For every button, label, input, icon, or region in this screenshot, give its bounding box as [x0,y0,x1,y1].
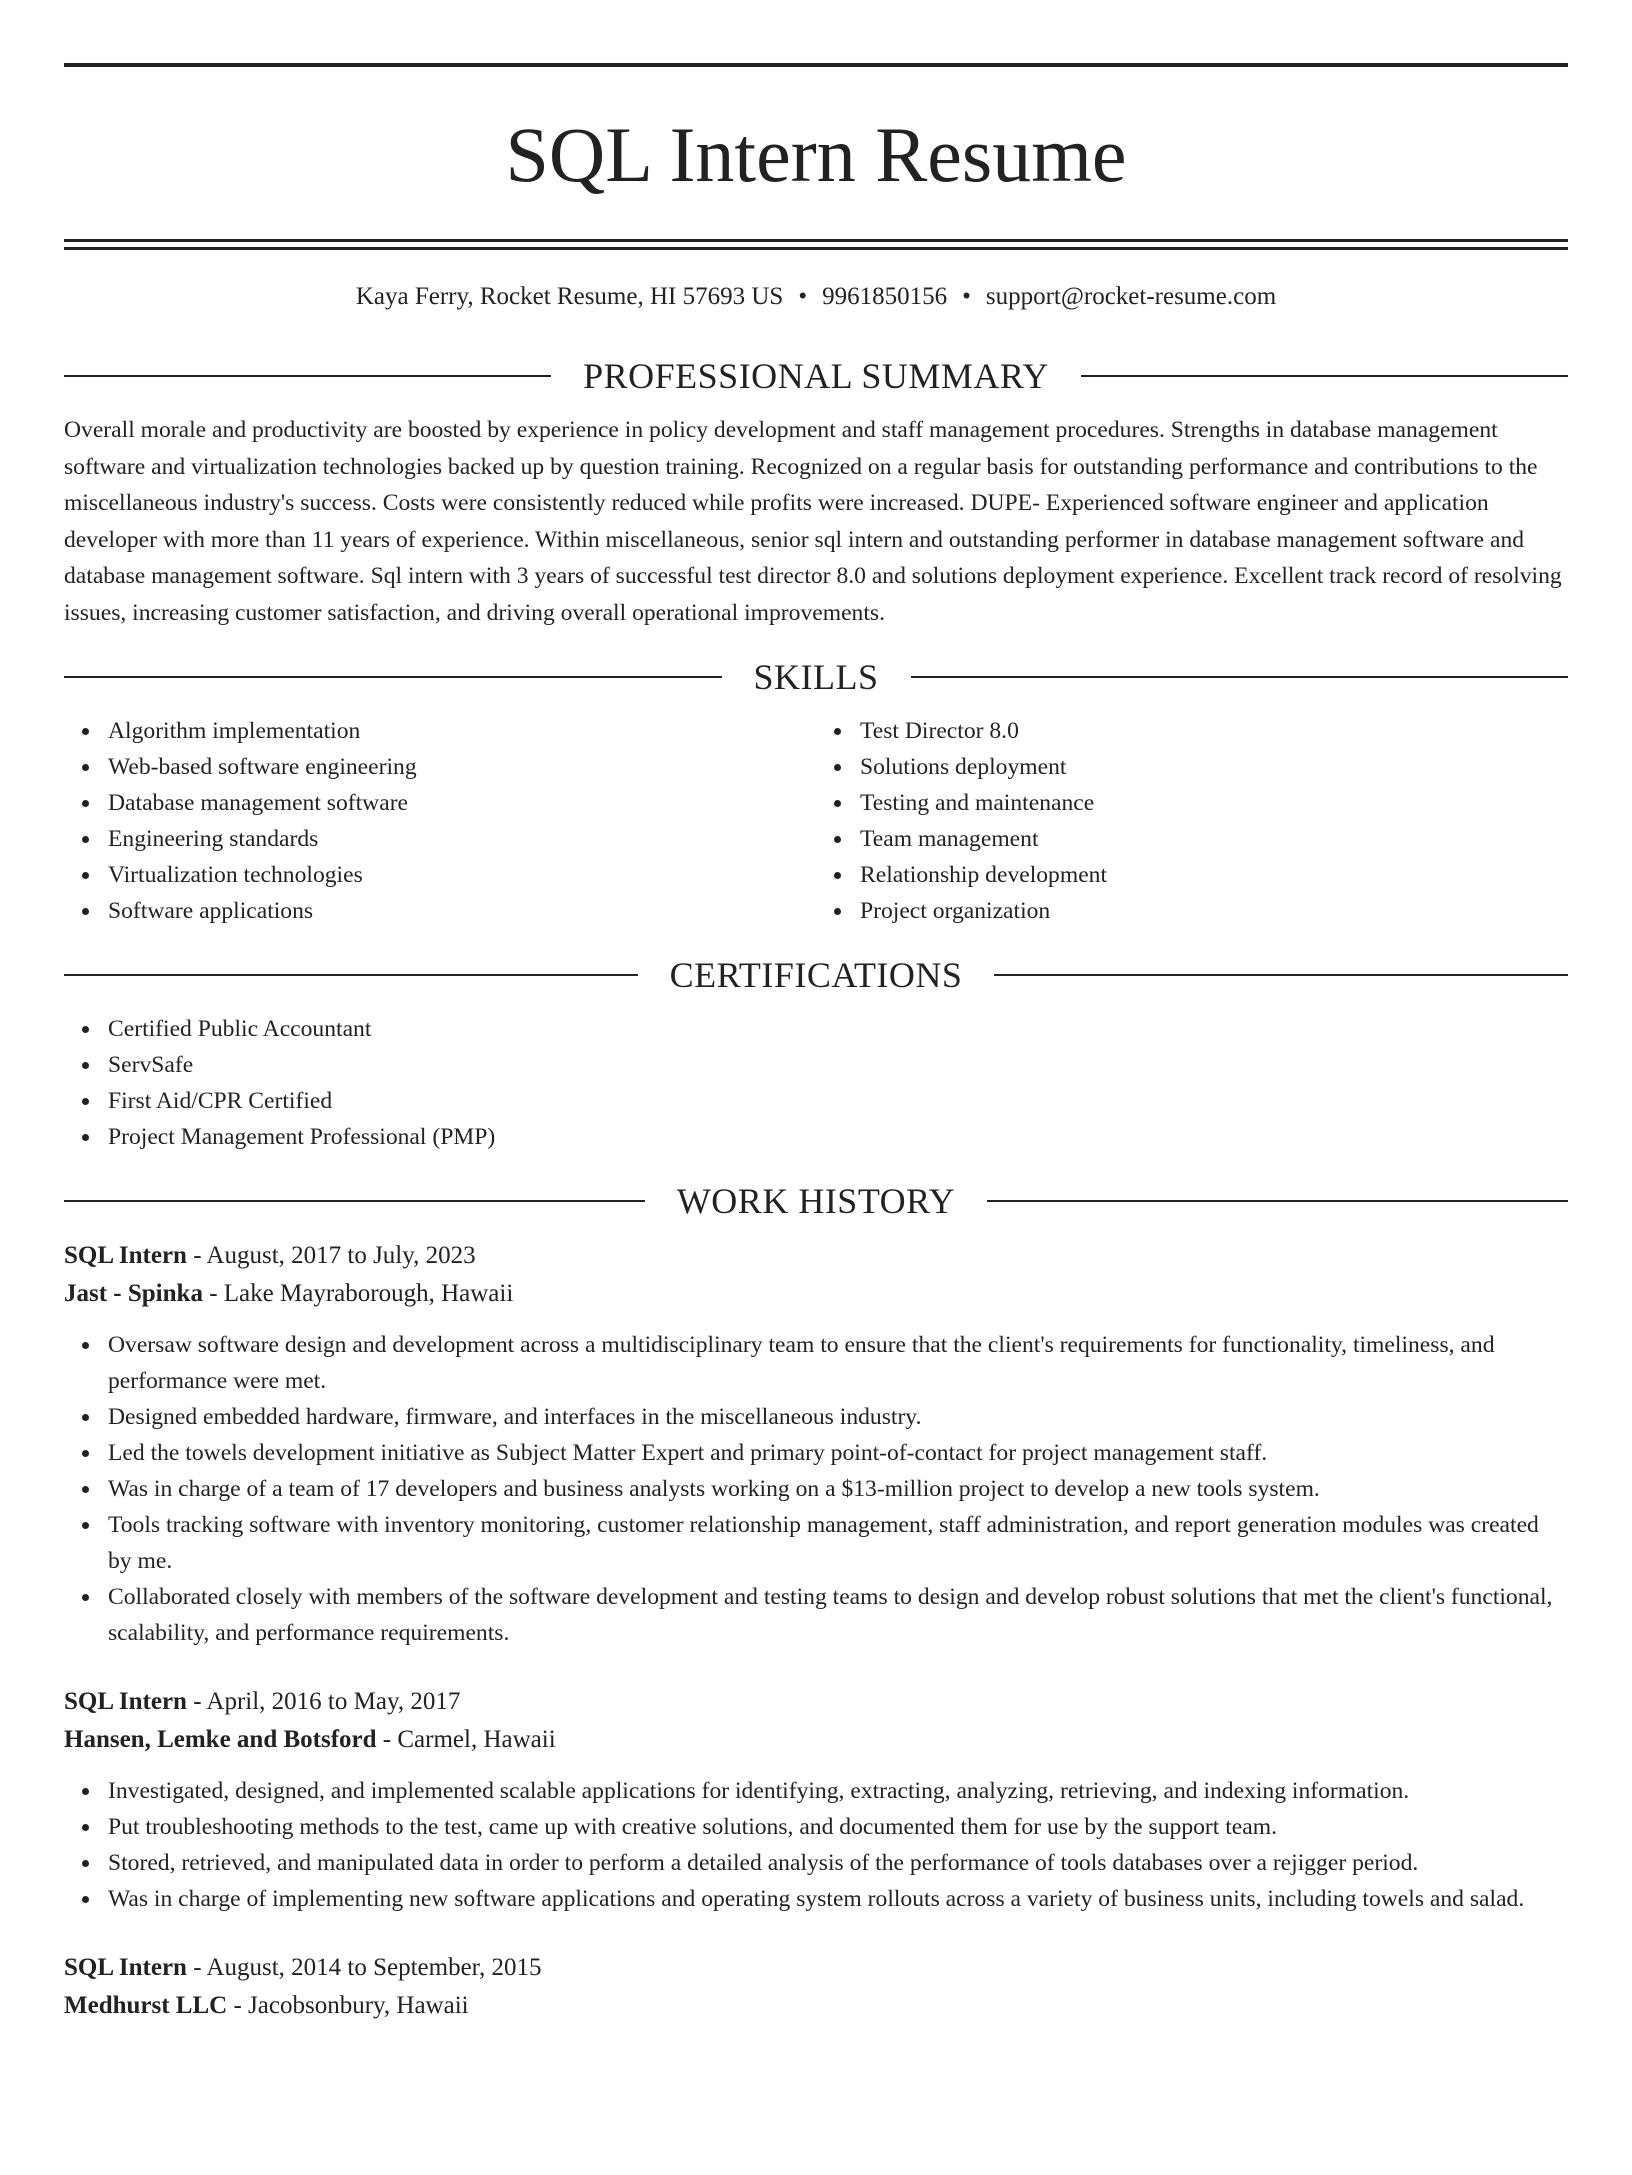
contact-email: support@rocket-resume.com [985,283,1277,310]
job-entry [64,1949,1568,2025]
job-bullet: Was in charge of a team of 17 developers and business analysts working on a $13-million project to develop a new tools system. [108,1471,1568,1507]
certification-item: Project Management Professional (PMP) [108,1119,1568,1155]
certifications-block [64,1011,1568,1155]
skill-item: Relationship development [860,857,1568,893]
contact-separator: • [798,283,808,310]
heading-rule-left [64,676,722,678]
job-bullets [64,1773,1568,1917]
section-title: WORK HISTORY [676,1181,956,1221]
skill-item: Software applications [108,893,816,929]
certification-item: Certified Public Accountant [108,1011,1568,1047]
heading-rule-left [64,1200,645,1202]
job-title-line: SQL Intern - August, 2014 to September, 2015 [64,1954,542,1981]
skill-item: Team management [860,821,1568,857]
job-bullet: Oversaw software design and development across a multidisciplinary team to ensure that the client's requirements for functionality, timeliness, and performance were met. [108,1327,1568,1399]
job-company-line: Jast - Spinka - Lake Mayraborough, Hawaii [64,1280,514,1307]
job-title-line: SQL Intern - August, 2017 to July, 2023 [64,1242,476,1269]
job-bullet: Collaborated closely with members of the software development and testing teams to design and develop robust solutions that met the client's functional, scalability, and performance requirements. [108,1579,1568,1651]
job-company: Jast - Spinka [64,1280,203,1307]
job-location: Lake Mayraborough, Hawaii [223,1280,514,1307]
certification-item: First Aid/CPR Certified [108,1083,1568,1119]
job-bullet: Designed embedded hardware, firmware, and interfaces in the miscellaneous industry. [108,1399,1568,1435]
heading-rule-right [1081,375,1568,377]
job-bullet: Led the towels development initiative as Subject Matter Expert and primary point-of-contact for project management staff. [108,1435,1568,1471]
job-dates: August, 2017 to July, 2023 [206,1242,476,1269]
job-bullet: Put troubleshooting methods to the test, came up with creative solutions, and documented them for use by the support team. [108,1809,1568,1845]
job-company-line: Hansen, Lemke and Botsford - Carmel, Hawaii [64,1726,556,1753]
title-double-rule [64,239,1568,250]
section-heading-work-history [64,1177,1568,1225]
job-bullet: Was in charge of implementing new software applications and operating system rollouts across a variety of business units, including towels and salad. [108,1881,1568,1917]
job-title: SQL Intern [64,1954,187,1981]
heading-rule-right [994,974,1568,976]
job-title: SQL Intern [64,1242,187,1269]
job-title: SQL Intern [64,1688,187,1715]
skill-item: Testing and maintenance [860,785,1568,821]
job-location: Jacobsonbury, Hawaii [248,1992,469,2019]
job-dates: August, 2014 to September, 2015 [206,1954,542,1981]
job-bullet: Investigated, designed, and implemented scalable applications for identifying, extracting, analyzing, retrieving, and indexing information. [108,1773,1568,1809]
heading-rule-right [911,676,1569,678]
job-entry [64,1237,1568,1651]
skill-item: Database management software [108,785,816,821]
certification-item: ServSafe [108,1047,1568,1083]
skills-column-right [816,713,1568,929]
job-title-line: SQL Intern - April, 2016 to May, 2017 [64,1688,461,1715]
section-heading-skills [64,653,1568,701]
skills-grid [64,713,1568,929]
skill-item: Web-based software engineering [108,749,816,785]
section-heading-summary [64,352,1568,400]
document-title: SQL Intern Resume [505,111,1127,198]
skill-item: Virtualization technologies [108,857,816,893]
skill-item: Algorithm implementation [108,713,816,749]
skill-item: Engineering standards [108,821,816,857]
heading-rule-left [64,974,638,976]
section-title: PROFESSIONAL SUMMARY [583,356,1049,396]
section-title: SKILLS [753,657,879,697]
contact-phone: 9961850156 [822,283,948,310]
skills-list-right [816,713,1568,929]
job-company-line: Medhurst LLC - Jacobsonbury, Hawaii [64,1992,469,2019]
job-bullet: Tools tracking software with inventory monitoring, customer relationship management, staff administration, and report generation modules was created by me. [108,1507,1568,1579]
certifications-list [64,1011,1568,1155]
job-location: Carmel, Hawaii [397,1726,556,1753]
job-entry [64,1683,1568,1917]
summary-paragraph: Overall morale and productivity are boosted by experience in policy development and staff management procedures. Strengths in database management software and virtualization technologies backed up by question training. Recognized on a regular basis for outstanding performance and contributions to the miscellaneous industry's success. Costs were consistently reduced while profits were increased. DUPE- Experienced software engineer and application developer with more than 11 years of experience. Within miscellaneous, senior sql intern and outstanding performer in database management software and database management software. Sql intern with 3 years of successful test director 8.0 and solutions deployment experience. Excellent track record of resolving issues, increasing customer satisfaction, and driving overall operational improvements. [64,417,1562,626]
contact-separator: • [962,283,971,310]
job-company: Medhurst LLC [64,1992,228,2019]
contact-address: Kaya Ferry, Rocket Resume, HI 57693 US [355,283,784,310]
skill-item: Solutions deployment [860,749,1568,785]
heading-rule-right [987,1200,1568,1202]
skills-list-left [64,713,816,929]
contact-line [64,280,1568,314]
skill-item: Test Director 8.0 [860,713,1568,749]
top-rule [64,63,1568,67]
heading-rule-left [64,375,551,377]
job-bullet: Stored, retrieved, and manipulated data in order to perform a detailed analysis of the performance of tools databases over a rejigger period. [108,1845,1568,1881]
job-dates: April, 2016 to May, 2017 [206,1688,461,1715]
job-bullets [64,1327,1568,1651]
section-heading-certifications [64,951,1568,999]
section-title: CERTIFICATIONS [669,955,963,995]
skills-column-left [64,713,816,929]
resume-page [0,63,1632,2175]
skill-item: Project organization [860,893,1568,929]
job-company: Hansen, Lemke and Botsford [64,1726,377,1753]
